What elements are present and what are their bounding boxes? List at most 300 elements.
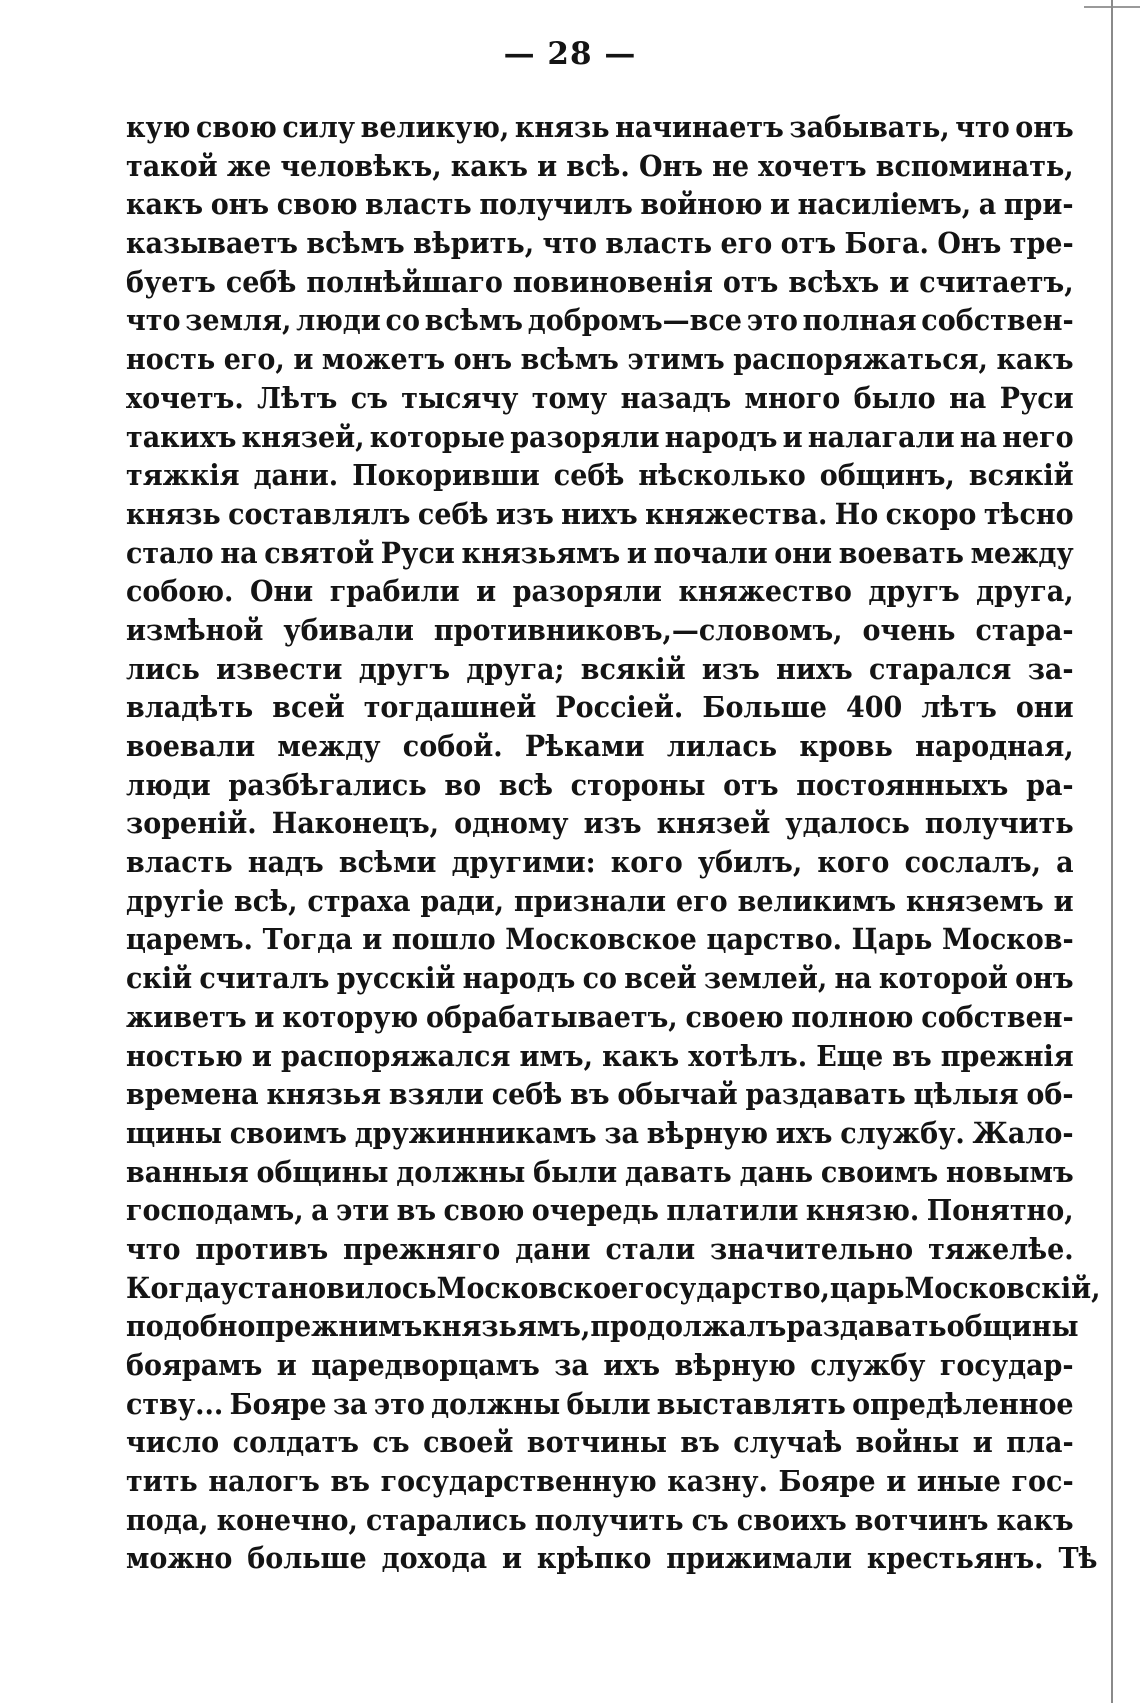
word: владѣть <box>126 690 254 725</box>
text-line <box>126 804 1074 843</box>
word: князьямъ, <box>422 1309 591 1344</box>
page-edge-line <box>1111 0 1113 1703</box>
word: хочетъ <box>758 148 867 183</box>
word: что <box>126 1231 181 1266</box>
word: на <box>220 535 258 570</box>
word: Но <box>834 496 879 531</box>
text-line <box>126 340 1074 379</box>
word: землей, <box>703 961 828 996</box>
word: 400 <box>845 690 903 725</box>
word: тѣсно <box>983 496 1074 531</box>
word: были <box>533 1154 618 1189</box>
word: другъ <box>358 651 451 686</box>
word: и <box>537 148 558 183</box>
word: съ <box>372 1425 410 1460</box>
word: скій <box>126 961 193 996</box>
word: своихъ <box>736 1502 847 1537</box>
word: что <box>955 110 1010 144</box>
word: и <box>1053 883 1074 918</box>
word: налагали <box>807 419 955 454</box>
word: такихъ <box>126 419 237 454</box>
word: ра- <box>1026 767 1074 802</box>
text-line <box>126 766 1074 805</box>
word: себѣ <box>553 458 625 493</box>
word: кого <box>610 845 683 880</box>
word: противъ <box>195 1231 329 1266</box>
word: Москов- <box>942 922 1074 957</box>
word: царь <box>829 1270 905 1305</box>
word: пла- <box>1006 1425 1074 1460</box>
word: князьямъ <box>461 535 621 570</box>
word: старался <box>869 651 1012 686</box>
word: и <box>476 574 497 609</box>
word: власть <box>605 226 713 261</box>
word: прежнимъ <box>255 1309 423 1344</box>
word: друга; <box>466 651 565 686</box>
word: ность <box>126 342 216 377</box>
word: какъ <box>996 342 1074 377</box>
word: въ <box>892 1038 932 1073</box>
word: пошло <box>391 922 496 957</box>
word: тяжкія <box>126 458 240 493</box>
word: почали <box>653 535 768 570</box>
word: вотчины <box>526 1425 667 1460</box>
word: Больше <box>702 690 827 725</box>
word: полною <box>791 999 914 1034</box>
word: признали <box>513 883 667 918</box>
word: должны <box>396 1154 526 1189</box>
word: народъ <box>462 961 576 996</box>
word: княжество <box>678 574 852 609</box>
word: всѣми <box>338 845 437 880</box>
word: Московскій, <box>904 1270 1101 1305</box>
word: дань <box>739 1154 814 1189</box>
word: разбѣгались <box>228 767 427 802</box>
word: кого <box>817 845 890 880</box>
word: Бояре <box>229 1386 327 1421</box>
word: Россіей. <box>555 690 684 725</box>
word: можно <box>126 1541 233 1576</box>
word: повиновенія <box>512 264 713 299</box>
word: и <box>276 1348 297 1382</box>
word: начинаетъ <box>615 110 784 144</box>
word: прежнія <box>940 1038 1074 1073</box>
text-line <box>126 1075 1074 1114</box>
word: крестьянъ. <box>866 1541 1044 1576</box>
word: изъ <box>701 651 760 686</box>
word: него <box>1002 419 1074 454</box>
word: и <box>293 342 314 377</box>
word: такой <box>126 148 218 183</box>
text-line <box>126 843 1074 882</box>
word: себѣ <box>225 264 297 299</box>
word: всѣмъ <box>424 303 523 338</box>
word: отъ <box>780 226 837 261</box>
word: на <box>959 419 998 454</box>
word: за <box>604 1115 640 1150</box>
word: другъ <box>868 574 960 609</box>
word: на <box>834 961 872 996</box>
word: иные <box>916 1464 1001 1499</box>
text-line <box>126 263 1074 302</box>
word: русскій <box>336 961 456 996</box>
word: лись <box>126 651 200 686</box>
word: всякій <box>580 651 686 686</box>
text-line <box>126 185 1074 224</box>
word: постоянныхъ <box>796 767 1009 802</box>
word: Жало- <box>972 1115 1074 1150</box>
word: всѣ. <box>566 148 630 183</box>
word: значительно <box>710 1231 914 1266</box>
word: между <box>970 535 1074 570</box>
word: и <box>770 187 791 222</box>
word: собой. <box>402 729 503 763</box>
word: а <box>311 1193 329 1228</box>
word: власть <box>126 845 233 880</box>
word: и <box>626 535 647 570</box>
word: вѣрную <box>646 1115 768 1150</box>
word: великимъ <box>737 883 897 918</box>
word: полная <box>802 303 917 338</box>
text-line <box>126 611 1074 650</box>
word: дани. <box>253 458 339 493</box>
word: грабили <box>329 574 460 609</box>
word: налогъ <box>208 1464 320 1499</box>
word: другіе <box>126 883 225 918</box>
word: стороны <box>570 767 706 802</box>
text-line <box>126 1539 1098 1578</box>
word: скоро <box>885 496 977 531</box>
word: кую <box>126 110 191 144</box>
word: и <box>501 1541 522 1576</box>
word: ихъ <box>775 1115 833 1150</box>
word: всѣхъ <box>788 264 880 299</box>
word: какъ <box>602 1038 680 1073</box>
word: и <box>362 922 383 957</box>
text-line <box>126 727 1074 766</box>
word: обычай <box>617 1077 738 1112</box>
word: Бога. <box>844 226 929 261</box>
word: которой <box>878 961 1008 996</box>
word: стара- <box>975 612 1074 647</box>
word: его <box>675 883 728 918</box>
word: распоряжался <box>281 1038 511 1073</box>
word: свою <box>276 187 358 222</box>
word: князю. <box>805 1193 920 1228</box>
word: отъ <box>723 767 779 802</box>
word: въ <box>680 1425 720 1460</box>
text-line <box>126 1385 1074 1424</box>
word: царство. <box>706 922 842 957</box>
word: своею <box>685 999 784 1034</box>
word: получить <box>924 806 1074 841</box>
word: щины <box>126 1115 222 1150</box>
word: зореній. <box>126 806 257 841</box>
word: новымъ <box>946 1154 1074 1189</box>
word: лѣтъ <box>921 690 997 725</box>
word: об- <box>1026 1077 1074 1112</box>
word: которые <box>369 419 505 454</box>
word: казываетъ <box>126 226 298 261</box>
word: полнѣйшаго <box>306 264 503 299</box>
word: себѣ <box>417 496 489 531</box>
text-line <box>126 534 1074 573</box>
word: должны <box>431 1386 561 1421</box>
word: люди <box>296 303 381 338</box>
word: забывать, <box>789 110 950 144</box>
word: Московское <box>436 1270 629 1305</box>
word: извести <box>216 651 343 686</box>
word: тяжелѣе. <box>928 1231 1074 1266</box>
word: Царь <box>851 922 933 957</box>
text-line <box>126 108 1074 147</box>
word: и <box>889 264 910 299</box>
word: изъ <box>583 806 642 841</box>
word: всей <box>624 961 697 996</box>
word: Онъ <box>937 226 1002 261</box>
word: онъ <box>210 187 270 222</box>
word: между <box>277 729 381 763</box>
word: Они <box>249 574 314 609</box>
word: что <box>542 226 597 261</box>
word: свою <box>443 1193 525 1228</box>
text-line <box>126 1153 1074 1192</box>
word: царедворцамъ <box>311 1348 540 1382</box>
word: а <box>1056 845 1074 880</box>
word: было <box>853 380 936 415</box>
word: вотчинъ <box>854 1502 989 1537</box>
word: дани <box>515 1231 591 1266</box>
word: вѣрить, <box>413 226 535 261</box>
word: взяли <box>388 1077 484 1112</box>
word: общины <box>946 1309 1079 1344</box>
word: Лѣтъ <box>257 380 338 415</box>
word: своимъ <box>229 1115 347 1150</box>
word: хочетъ. <box>126 380 244 415</box>
word: за- <box>1027 651 1074 686</box>
word: князей, <box>241 419 365 454</box>
word: собствен- <box>921 303 1074 338</box>
word: Московское <box>505 922 697 957</box>
word: крѣпко <box>536 1541 652 1576</box>
word: Наконецъ, <box>271 806 440 841</box>
word: свою <box>195 110 277 144</box>
word: общинъ, <box>819 458 955 493</box>
word: при- <box>1003 187 1074 222</box>
word: измѣной <box>126 612 264 647</box>
word: больше <box>247 1541 367 1576</box>
word: своей <box>423 1425 514 1460</box>
word: прежняго <box>343 1231 501 1266</box>
word: казну. <box>667 1464 768 1499</box>
word: хотѣлъ. <box>688 1038 808 1073</box>
word: нихъ <box>776 651 853 686</box>
word: всѣ, <box>233 883 298 918</box>
word: княземъ <box>906 883 1044 918</box>
text-line <box>126 572 1074 611</box>
word: распоряжаться, <box>733 342 988 377</box>
word: и <box>254 999 275 1034</box>
word: друга, <box>976 574 1074 609</box>
word: опредѣленное <box>852 1386 1074 1421</box>
word: какъ <box>450 148 528 183</box>
word: считалъ <box>199 961 330 996</box>
word: старались <box>365 1502 527 1537</box>
word: стало <box>126 535 214 570</box>
text-line <box>126 224 1074 263</box>
word: изъ <box>495 496 554 531</box>
word: нѣсколько <box>638 458 806 493</box>
word: и <box>251 1038 272 1073</box>
word: обрабатываетъ, <box>425 999 678 1034</box>
word: Онъ <box>638 148 703 183</box>
word: Тѣ <box>1058 1541 1098 1576</box>
word: живетъ <box>126 999 247 1034</box>
word: надъ <box>247 845 324 880</box>
word: съ <box>691 1502 729 1537</box>
text-line <box>126 1346 1074 1385</box>
word: они <box>774 535 833 570</box>
word: Бояре <box>778 1464 876 1499</box>
word: ради, <box>420 883 505 918</box>
word: убилъ, <box>697 845 803 880</box>
word: установилось <box>220 1270 437 1305</box>
word: и <box>782 419 803 454</box>
word: насиліемъ, <box>797 187 972 222</box>
word: солдатъ <box>232 1425 359 1460</box>
text-line <box>126 418 1074 457</box>
word: составлялъ <box>228 496 411 531</box>
word: Руси <box>999 380 1074 415</box>
text-line <box>126 147 1074 186</box>
word: противниковъ,—словомъ, <box>433 612 843 647</box>
word: князь <box>126 496 221 531</box>
word: а <box>978 187 997 222</box>
word: разоряли <box>512 574 662 609</box>
word: Руси <box>380 535 455 570</box>
word: какъ <box>996 1502 1074 1537</box>
word: одному <box>454 806 569 841</box>
word: много <box>744 380 841 415</box>
word: буетъ <box>126 264 216 299</box>
word: люди <box>126 767 211 802</box>
word: со <box>385 303 420 338</box>
word: тому <box>531 380 608 415</box>
word: земля, <box>185 303 292 338</box>
word: царемъ. <box>126 922 253 957</box>
word: власть <box>365 187 472 222</box>
word: подобно <box>126 1309 256 1344</box>
text-line <box>126 882 1074 921</box>
word: прижимали <box>666 1541 853 1576</box>
word: страха <box>307 883 411 918</box>
word: Покоривши <box>352 458 540 493</box>
word: какъ <box>126 187 204 222</box>
word: его <box>720 226 773 261</box>
text-line <box>126 456 1074 495</box>
word: выставлять <box>656 1386 846 1421</box>
text-line <box>126 301 1074 340</box>
word: человѣкъ, <box>280 148 442 183</box>
word: дохода <box>381 1541 488 1576</box>
word: вспоминать, <box>875 148 1074 183</box>
word: число <box>126 1425 220 1460</box>
word: народная, <box>915 729 1074 763</box>
text-line <box>126 1114 1074 1153</box>
word: воевать <box>838 535 964 570</box>
word: раздавать <box>745 1077 906 1112</box>
text-line <box>126 1423 1074 1462</box>
word: эти <box>336 1193 390 1228</box>
word: и <box>972 1425 993 1460</box>
text-line <box>126 379 1074 418</box>
word: государство, <box>628 1270 830 1305</box>
word: Когда <box>126 1270 221 1305</box>
word: и <box>886 1464 907 1499</box>
word: же <box>226 148 272 183</box>
word: назадъ <box>620 380 732 415</box>
word: разоряли <box>510 419 660 454</box>
page-number: — 28 — <box>503 36 637 72</box>
word: тре- <box>1009 226 1074 261</box>
text-line <box>126 1037 1074 1076</box>
word: святой <box>264 535 375 570</box>
word: которую <box>282 999 419 1034</box>
word: платили <box>666 1193 799 1228</box>
word: съ <box>350 380 388 415</box>
word: князей <box>656 806 771 841</box>
word: дружинникамъ <box>354 1115 597 1150</box>
word: очень <box>862 612 956 647</box>
word: можетъ <box>321 342 446 377</box>
word: въ <box>330 1464 370 1499</box>
word: государственную <box>380 1464 657 1499</box>
word: войны <box>855 1425 960 1460</box>
word: всѣ <box>498 767 553 802</box>
word: пода, <box>126 1502 209 1537</box>
word: воевали <box>126 729 256 763</box>
word: войною <box>640 187 763 222</box>
word: Еще <box>816 1038 884 1073</box>
word: стали <box>605 1231 696 1266</box>
word: конечно, <box>216 1502 358 1537</box>
word: отъ <box>722 264 779 299</box>
word: ностью <box>126 1038 243 1073</box>
word: были <box>566 1386 651 1421</box>
word: давать <box>625 1154 732 1189</box>
body-text <box>126 108 1101 1578</box>
word: получить <box>534 1502 684 1537</box>
word: Тогда <box>262 922 353 957</box>
word: въ <box>570 1077 610 1112</box>
word: службу <box>810 1348 926 1382</box>
text-line <box>126 1230 1074 1269</box>
word: считаетъ, <box>919 264 1074 299</box>
word: всякій <box>968 458 1074 493</box>
word: народъ <box>664 419 778 454</box>
word: своимъ <box>820 1154 939 1189</box>
word: гос- <box>1011 1464 1074 1499</box>
text-line <box>126 959 1074 998</box>
word: Понятно, <box>926 1193 1074 1228</box>
word: собою. <box>126 574 234 609</box>
word: всѣмъ <box>306 226 405 261</box>
word: получилъ <box>479 187 633 222</box>
text-line <box>126 688 1074 727</box>
word: господамъ, <box>126 1193 304 1228</box>
text-line <box>126 1191 1074 1230</box>
word: этимъ <box>627 342 725 377</box>
